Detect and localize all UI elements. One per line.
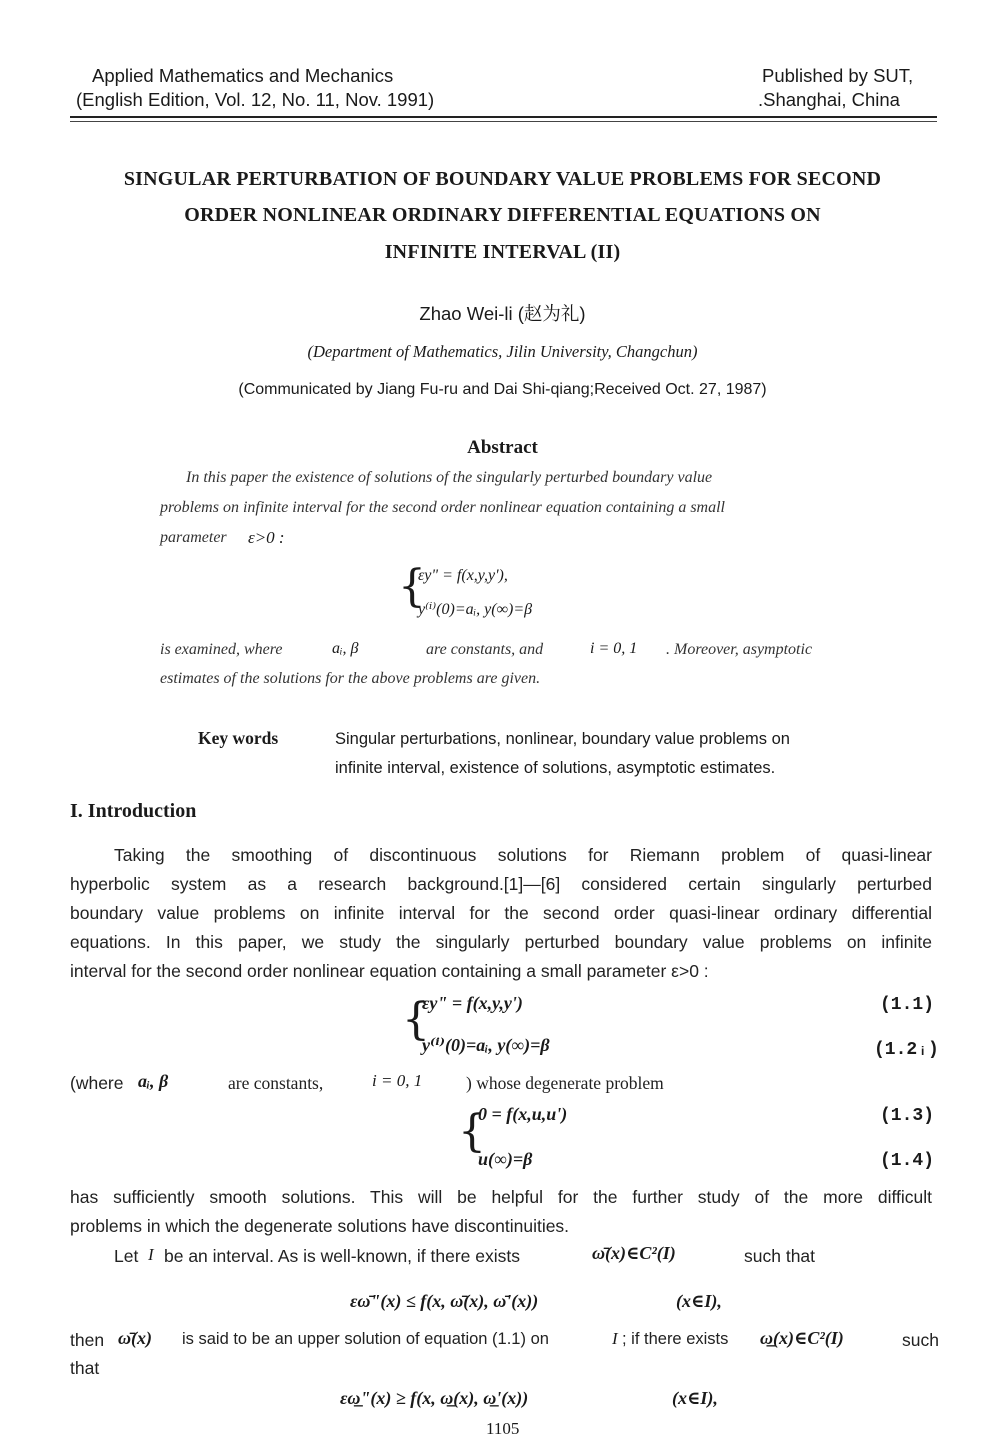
lower-solution-inequality: εω̲"(x) ≥ f(x, ω̲(x), ω̲'(x)) [340, 1388, 529, 1408]
abstract-parameter: ε>0 : [248, 528, 285, 547]
keywords-line-2: infinite interval, existence of solutions, asymptotic estimates. [335, 759, 776, 777]
intro-para4-if-exists: ; if there exists [622, 1330, 729, 1348]
header-rule-thick [70, 116, 937, 118]
intro-para4-text: is said to be an upper solution of equation (1.1) on [182, 1330, 549, 1348]
title-line-3: INFINITE INTERVAL (II) [384, 241, 621, 263]
intro-para3-text: be an interval. As is well-known, if there exists [164, 1246, 520, 1266]
interval-symbol-2: I [612, 1329, 618, 1348]
abstract-line-4c: . Moreover, asymptotic [666, 641, 813, 658]
abstract-line-5: estimates of the solutions for the above problems are given. [160, 670, 541, 687]
publisher-location: .Shanghai, China [758, 89, 900, 110]
upper-solution-inequality: εω̄"(x) ≤ f(x, ω̄(x), ω̄'(x)) [350, 1291, 539, 1311]
affiliation: (Department of Mathematics, Jilin University, Changchun) [307, 342, 698, 361]
upper-solution-symbol: ω̄(x) [118, 1328, 153, 1348]
where-vars: aᵢ, β [138, 1071, 169, 1091]
abstract-line-3: parameter [160, 529, 227, 546]
upper-solution-condition: (x∈I), [676, 1291, 722, 1311]
intro-para1-line1: Taking the smoothing of discontinuous solutions for Riemann problem of quasi-linear [114, 845, 932, 865]
system-brace-2: { [458, 1106, 486, 1157]
abstract-heading: Abstract [467, 437, 538, 458]
where-index: i = 0, 1 [372, 1071, 423, 1090]
intro-para1-line4: equations. In this paper, we study the singularly perturbed boundary value problems on infinite [70, 932, 932, 952]
keywords-line-1: Singular perturbations, nonlinear, boundary value problems on [335, 730, 790, 748]
title-line-1: SINGULAR PERTURBATION OF BOUNDARY VALUE PROBLEMS FOR SECOND [123, 168, 882, 190]
interval-symbol: I [148, 1245, 154, 1264]
where-text: (where [70, 1073, 124, 1093]
abstract-vars: aᵢ, β [332, 640, 359, 657]
equation-1-3: 0 = f(x,u,u') [478, 1104, 568, 1124]
where-degenerate: ) whose degenerate problem [466, 1073, 664, 1093]
upper-solution-class: ω̄(x)∈C²(I) [592, 1243, 676, 1263]
intro-para3-such-that: such that [744, 1246, 816, 1266]
intro-para3-let: Let [114, 1246, 139, 1266]
keywords-label: Key words [198, 728, 279, 748]
system-brace-1: { [402, 994, 430, 1045]
equation-1-4: u(∞)=β [478, 1149, 533, 1169]
intro-para1-line5: interval for the second order nonlinear equation containing a small parameter ε>0 : [70, 961, 709, 981]
abstract-equation-1: εy" = f(x,y,y'), [418, 567, 508, 584]
journal-name: Applied Mathematics and Mechanics [92, 65, 394, 86]
publisher: Published by SUT, [762, 65, 914, 86]
equation-1-1-number: (1.1) [880, 995, 935, 1015]
intro-para4-then: then [70, 1330, 105, 1350]
abstract-system-brace: { [398, 561, 426, 612]
equation-1-1: εy" = f(x,y,y') [422, 993, 523, 1013]
lower-solution-class: ω̲(x)∈C²(I) [760, 1328, 844, 1348]
abstract-equation-2: y⁽ⁱ⁾(0)=aᵢ, y(∞)=β [418, 601, 533, 618]
abstract-line-4a: is examined, where [160, 641, 283, 658]
intro-para4-that: that [70, 1358, 100, 1378]
abstract-index: i = 0, 1 [590, 640, 638, 657]
intro-para2-line2: problems in which the degenerate solutions have discontinuities. [70, 1216, 570, 1236]
abstract-line-2: problems on infinite interval for the second order nonlinear equation containing a small [160, 499, 725, 516]
equation-1-2: y⁽ⁱ⁾(0)=aᵢ, y(∞)=β [422, 1035, 550, 1055]
intro-para1-line3: boundary value problems on infinite interval for the second order quasi-linear ordinary differential [70, 903, 932, 923]
equation-1-2-number: (1.2ᵢ) [874, 1040, 939, 1060]
abstract-line-1: In this paper the existence of solutions of the singularly perturbed boundary value [186, 469, 713, 486]
lower-solution-condition: (x∈I), [672, 1388, 718, 1408]
page-number: 1105 [486, 1419, 520, 1438]
equation-1-4-number: (1.4) [880, 1151, 935, 1171]
communicated-by: (Communicated by Jiang Fu-ru and Dai Shi-qiang;Received Oct. 27, 1987) [238, 381, 767, 398]
equation-1-3-number: (1.3) [880, 1106, 935, 1126]
intro-para1-line2: hyperbolic system as a research background.[1]—[6] considered certain singularly perturbed [70, 874, 932, 894]
section-heading: I. Introduction [70, 800, 197, 822]
abstract-line-4b: are constants, and [426, 641, 544, 658]
title-line-2: ORDER NONLINEAR ORDINARY DIFFERENTIAL EQUATIONS ON [184, 204, 821, 226]
intro-para2-line1: has sufficiently smooth solutions. This will be helpful for the further study of the more difficult [70, 1187, 932, 1207]
header-rule-thin [70, 121, 937, 122]
author: Zhao Wei-li (赵为礼) [419, 303, 586, 324]
where-constants: are constants, [228, 1073, 324, 1093]
journal-issue: (English Edition, Vol. 12, No. 11, Nov. 1991) [76, 89, 435, 110]
intro-para4-such: such [902, 1330, 939, 1350]
